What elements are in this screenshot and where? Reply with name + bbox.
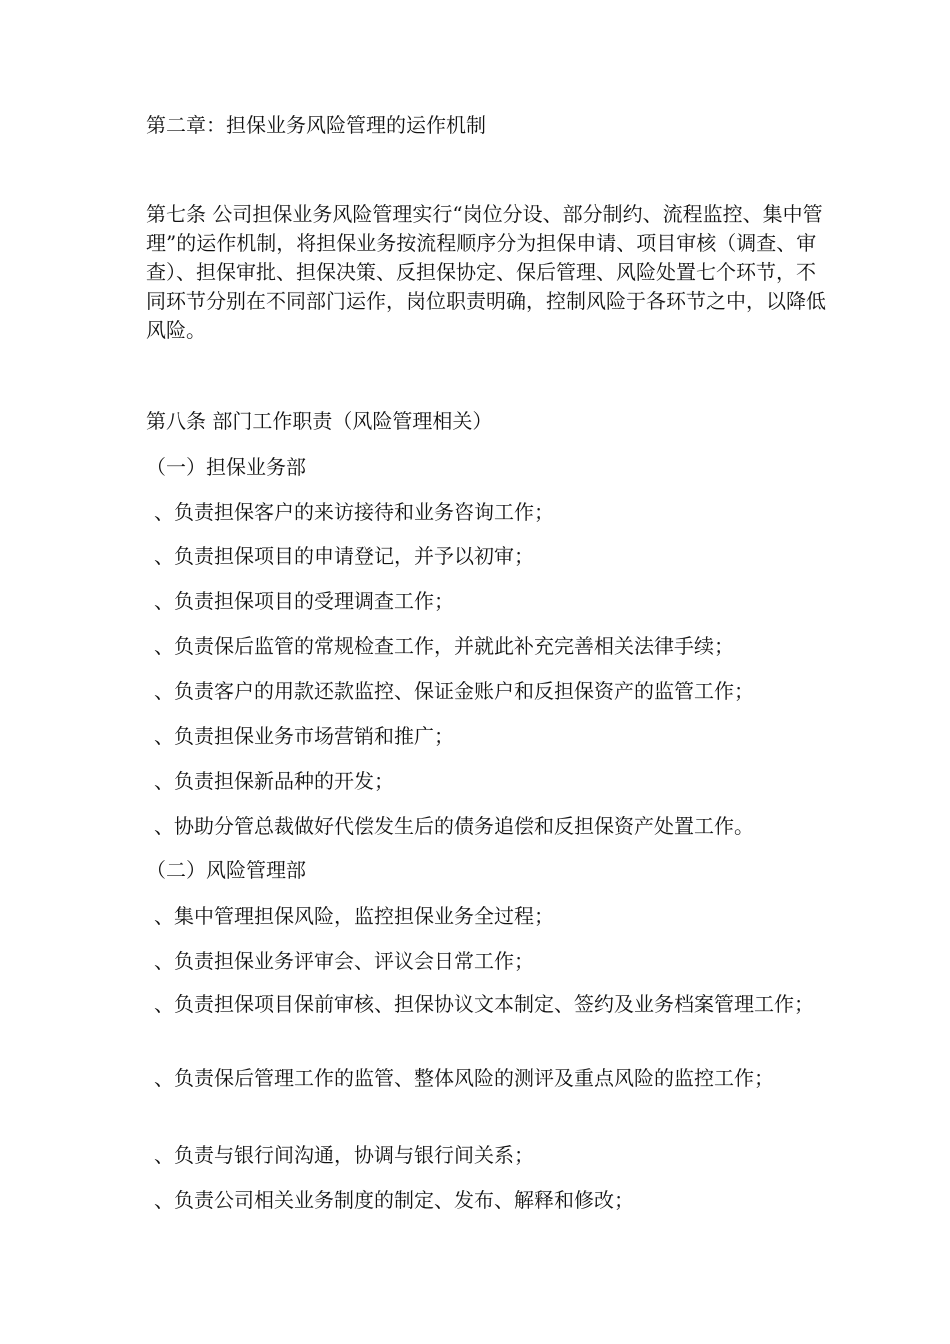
dept2-item-4: 、负责保后管理工作的监管、整体风险的测评及重点风险的监控工作； xyxy=(154,1066,774,1090)
dept1-item-4: 、负责保后监管的常规检查工作，并就此补充完善相关法律手续； xyxy=(154,634,734,658)
dept2-heading: （二）风险管理部 xyxy=(146,858,306,882)
dept1-item-6: 、负责担保业务市场营销和推广； xyxy=(154,724,454,748)
dept1-item-1: 、负责担保客户的来访接待和业务咨询工作； xyxy=(154,500,554,524)
article-7-paragraph: 第七条 公司担保业务风险管理实行“岗位分设、部分制约、流程监控、集中管理”的运作机制，将担保业务按流程顺序分为担保申请、项目审核（调查、审查）、担保审批、担保决策、反担保协定、保后管理、风险处置七个环节，不同环节分别在不同部门运作，岗位职责明确，控制风险于各环节之中，以降低风险。 xyxy=(146,202,826,342)
dept1-item-3: 、负责担保项目的受理调查工作； xyxy=(154,589,454,613)
dept1-heading: （一）担保业务部 xyxy=(146,455,306,479)
dept1-item-2: 、负责担保项目的申请登记，并予以初审； xyxy=(154,544,534,568)
dept1-item-5: 、负责客户的用款还款监控、保证金账户和反担保资产的监管工作； xyxy=(154,679,754,703)
dept2-item-6: 、负责公司相关业务制度的制定、发布、解释和修改； xyxy=(154,1188,634,1212)
article-8-title: 第八条 部门工作职责（风险管理相关） xyxy=(146,409,493,433)
dept2-item-3: 、负责担保项目保前审核、担保协议文本制定、签约及业务档案管理工作； xyxy=(154,992,814,1016)
dept1-item-8: 、协助分管总裁做好代偿发生后的债务追偿和反担保资产处置工作。 xyxy=(154,814,754,838)
dept2-item-2: 、负责担保业务评审会、评议会日常工作； xyxy=(154,949,534,973)
dept2-item-5: 、负责与银行间沟通，协调与银行间关系； xyxy=(154,1143,534,1167)
dept1-item-7: 、负责担保新品种的开发； xyxy=(154,769,394,793)
dept2-item-1: 、集中管理担保风险，监控担保业务全过程； xyxy=(154,904,554,928)
chapter-title: 第二章：担保业务风险管理的运作机制 xyxy=(146,113,486,137)
